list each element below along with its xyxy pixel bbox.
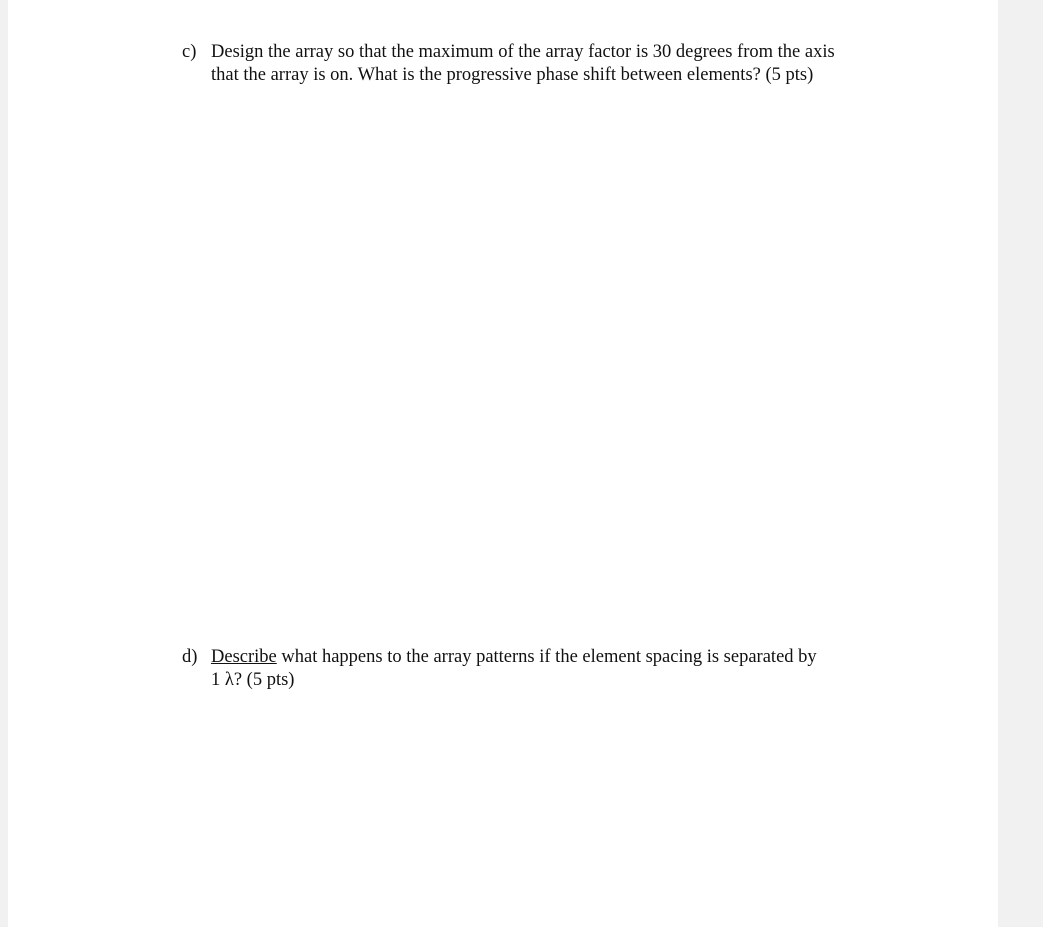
question-c-text xyxy=(211,41,882,87)
question-d-line-1-rest: what happens to the array patterns if the element spacing is separated by xyxy=(276,647,817,667)
question-d-line-2: 1 λ? (5 pts) xyxy=(211,670,295,690)
question-d-letter: d) xyxy=(182,647,198,667)
question-d-line-1 xyxy=(211,646,882,669)
question-d xyxy=(182,646,882,692)
question-d-describe-word: Describe xyxy=(211,647,277,667)
question-c-line-1: Design the array so that the maximum of the array factor is 30 degrees from the axis xyxy=(211,42,835,62)
question-c-line-2: that the array is on. What is the progressive phase shift between elements? (5 pts) xyxy=(211,65,814,85)
question-c-letter: c) xyxy=(182,42,197,62)
question-c xyxy=(182,41,882,87)
question-d-text xyxy=(211,646,882,692)
document-page xyxy=(8,0,998,927)
